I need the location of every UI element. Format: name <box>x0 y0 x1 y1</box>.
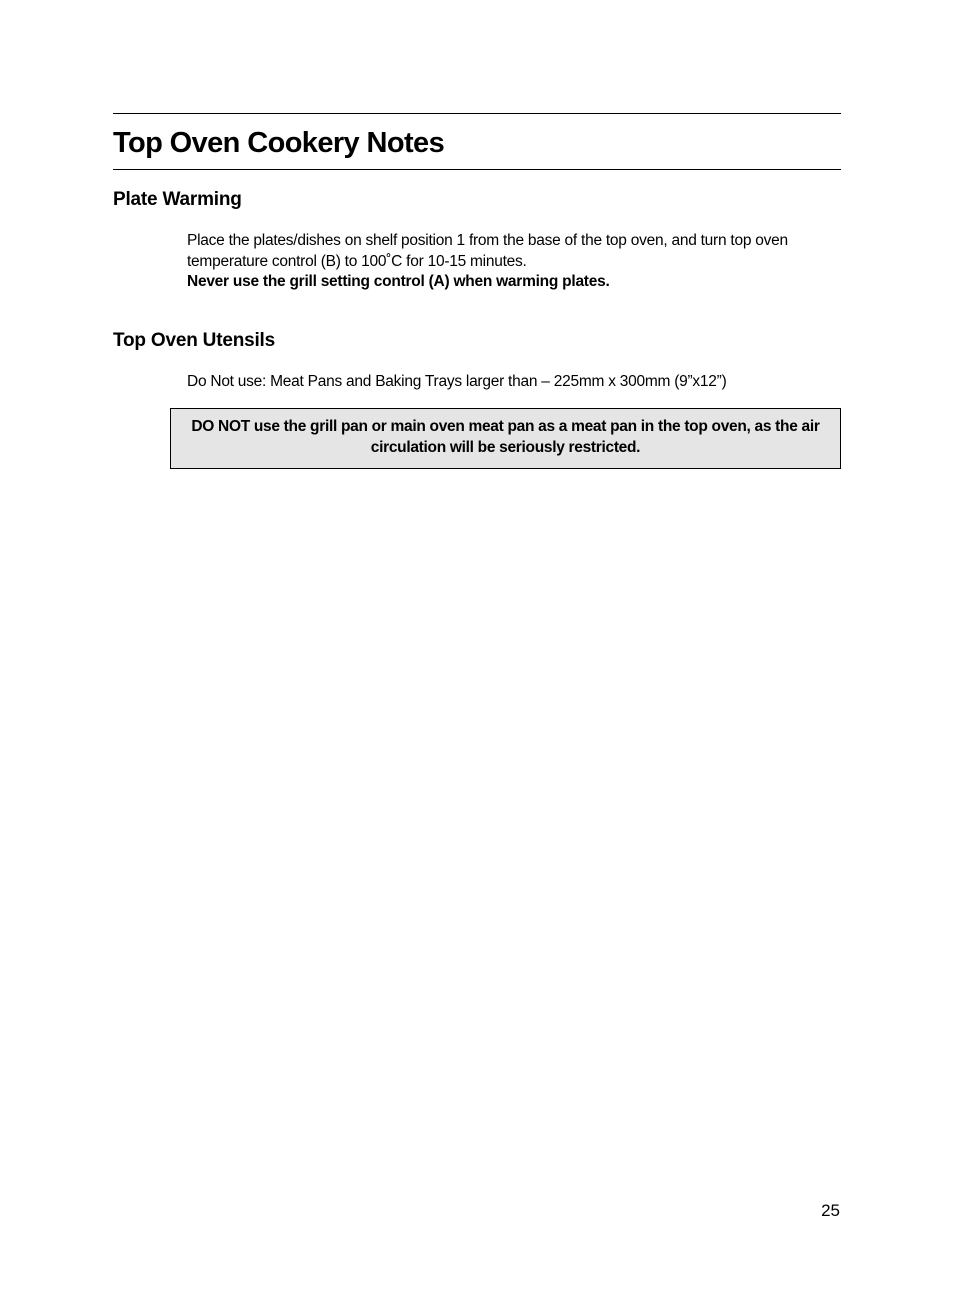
plate-warming-instructions: Place the plates/dishes on shelf position 1 from the base of the top oven, and turn top oven temperature control (B) to 100˚C for 10-15 minutes. <box>187 232 788 270</box>
plate-warming-heading: Plate Warming <box>113 189 242 210</box>
top-oven-utensils-heading: Top Oven Utensils <box>113 330 275 351</box>
warning-box <box>170 408 841 469</box>
title-top-rule <box>113 113 841 114</box>
page-number: 25 <box>821 1201 840 1220</box>
plate-warming-caution: Never use the grill setting control (A) when warming plates. <box>187 273 610 290</box>
page-title: Top Oven Cookery Notes <box>113 127 445 159</box>
title-bottom-rule <box>113 169 841 170</box>
top-oven-utensils-text: Do Not use: Meat Pans and Baking Trays larger than – 225mm x 300mm (9”x12”) <box>187 373 727 390</box>
warning-text: DO NOT use the grill pan or main oven meat pan as a meat pan in the top oven, as the air circulation will be seriously restricted. <box>191 418 820 456</box>
plate-warming-text <box>187 231 841 293</box>
